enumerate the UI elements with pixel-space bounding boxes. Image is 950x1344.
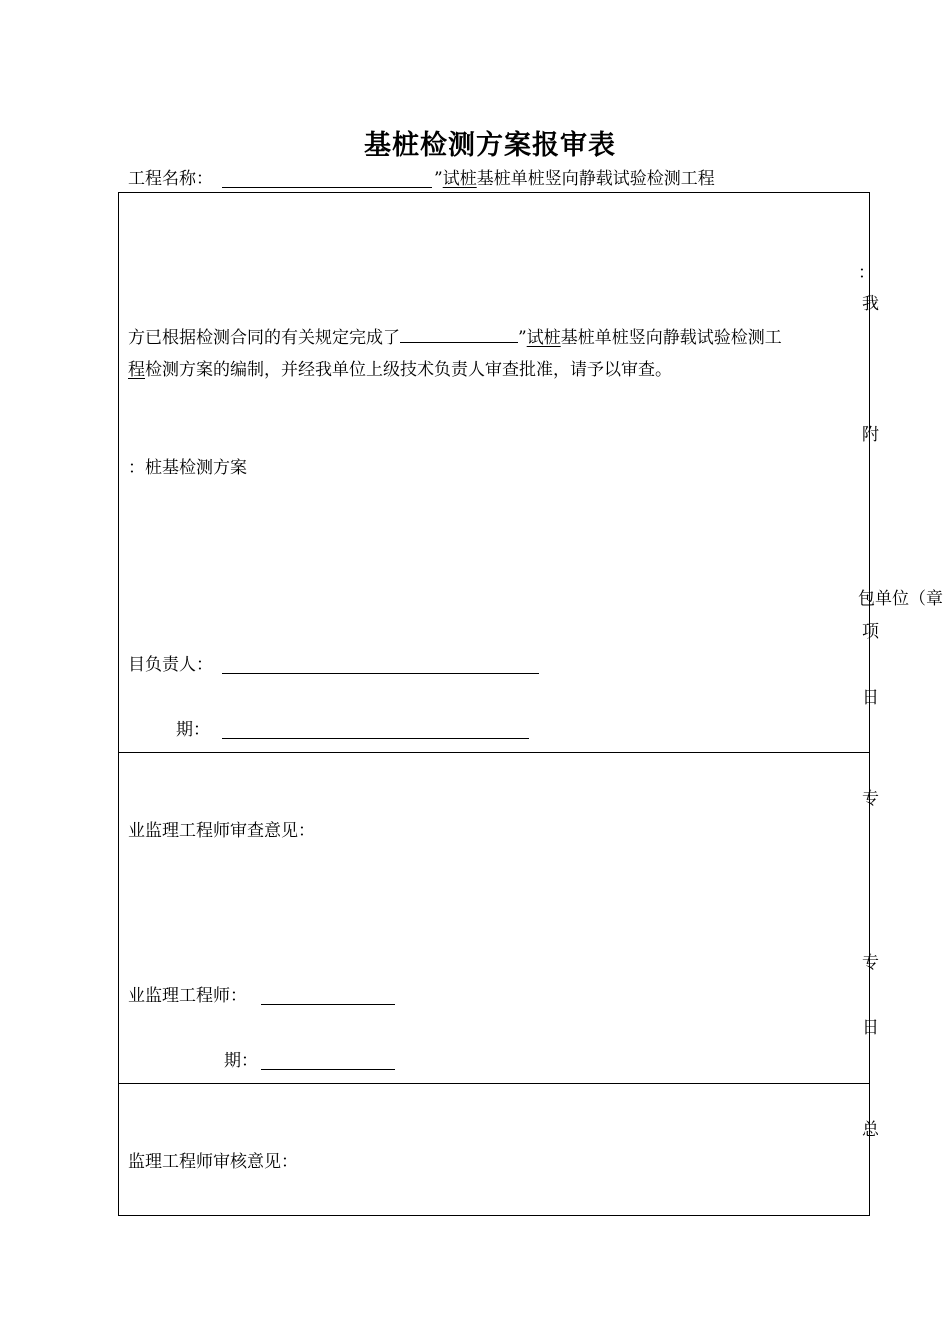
side-char-ri-2: 日	[862, 1018, 879, 1038]
project-name-rest: 基桩单桩竖向静载试验检测工程	[476, 169, 715, 189]
submission-paragraph-line2	[128, 360, 672, 380]
side-char-zong: 总	[862, 1120, 879, 1140]
chief-engineer-opinion-label: 监理工程师审核意见：	[128, 1152, 298, 1172]
side-char-colon: ：	[858, 263, 875, 283]
para1-start: 方已根据检测合同的有关规定完成了	[128, 328, 400, 348]
para1-blank	[400, 327, 518, 343]
engineer-label: 业监理工程师：	[128, 986, 247, 1006]
project-name-blank	[222, 187, 432, 188]
side-char-zhuan: 专	[862, 789, 879, 809]
engineer-signature-line[interactable]	[261, 1004, 395, 1005]
para1-rest: 基桩单桩竖向静载试验检测工	[560, 328, 782, 348]
manager-label: 目负责人：	[128, 655, 213, 675]
engineer-date-label: 期：	[224, 1051, 258, 1071]
para2-underlined: 程	[128, 360, 145, 380]
contractor-seal-label: 包单位（章	[858, 589, 943, 609]
side-char-zhuan-2: 专	[862, 953, 879, 973]
project-name-underlined: 试桩	[442, 169, 477, 189]
attachment-text: ：桩基检测方案	[128, 458, 247, 478]
para1-quote: ”	[518, 328, 527, 348]
side-char-fu: 附	[862, 425, 879, 445]
para2-rest: 检测方案的编制，并经我单位上级技术负责人审查批准，请予以审查。	[145, 360, 672, 380]
section-divider-1	[118, 752, 869, 753]
manager-signature-line[interactable]	[222, 673, 539, 674]
para1-underlined: 试桩	[526, 328, 561, 348]
side-char-ri: 日	[862, 688, 879, 708]
page-title: 基桩检测方案报审表	[364, 130, 616, 161]
date-line[interactable]	[222, 738, 529, 739]
quote-mark: ”	[434, 169, 443, 189]
date-label: 期：	[176, 720, 210, 740]
side-char-wo: 我	[862, 294, 879, 314]
project-name-value	[434, 169, 715, 189]
submission-paragraph-line1	[128, 327, 782, 348]
project-name-label: 工程名称：	[128, 169, 213, 189]
side-char-xiang: 项	[862, 622, 879, 642]
section-divider-2	[118, 1083, 869, 1084]
engineer-opinion-label: 业监理工程师审查意见：	[128, 821, 315, 841]
engineer-date-line[interactable]	[261, 1069, 395, 1070]
